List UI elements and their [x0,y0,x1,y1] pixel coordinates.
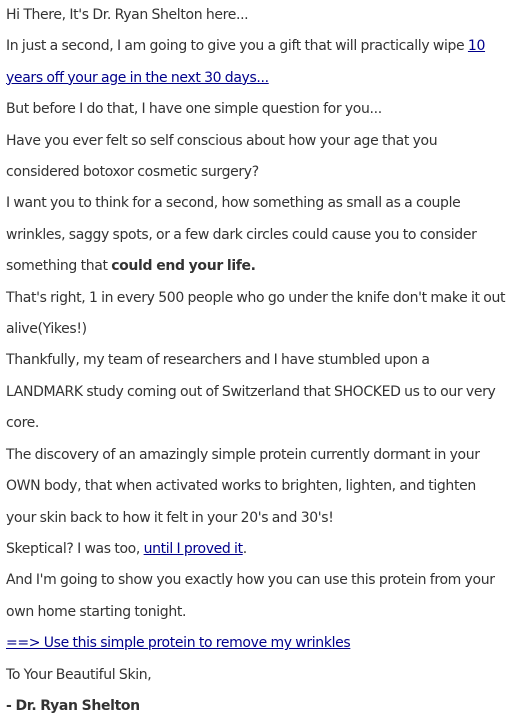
intro-paragraph [6,31,509,94]
greeting-line: Hi There, It's Dr. Ryan Shelton here... [6,7,249,23]
proved-it-link[interactable]: until I proved it [143,540,243,557]
skeptical-line [6,534,509,565]
stat-paragraph: That's right, 1 in every 500 people who go under the knife don't make it out alive(Yikes!) [6,289,506,338]
signature-name: - Dr. Ryan Shelton [6,697,140,714]
study-paragraph: Thankfully, my team of researchers and I have stumbled upon a LANDMARK study coming out of Switzerland that SHOCKED us to our very core. [6,352,496,432]
signoff-line: To Your Beautiful Skin, [6,666,152,683]
promise-paragraph: And I'm going to show you exactly how you can use this protein from your own home starting tonight. [6,572,495,620]
skeptical-text: Skeptical? I was too, [6,540,144,557]
age-offer-link[interactable]: 10 years off your age in the next 30 days... [6,38,486,86]
question-paragraph: Have you ever felt so self conscious about how your age that you considered botoxor cosmetic surgery? [6,132,438,181]
question-lead-line: But before I do that, I have one simple question for you... [6,101,382,118]
end-your-life-emphasis: could end your life. [111,258,256,275]
signature-line [6,691,509,722]
cta-line [6,628,509,659]
think-text: I want you to think for a second, how something as small as a couple wrinkles, saggy spots, or a few dark circles could cause you to consider something that [6,195,477,275]
intro-text: In just a second, I am going to give you a gift that will practically wipe [6,38,468,55]
think-paragraph [6,188,509,282]
remove-wrinkles-link[interactable]: ==> Use this simple protein to remove my wrinkles [6,635,351,652]
email-body [6,0,509,722]
discovery-paragraph: The discovery of an amazingly simple protein currently dormant in your OWN body, that when activated works to brighten, lighten, and tighten your skin back to how it felt in your 20's and 30's! [6,446,480,526]
skeptical-period: . [242,540,247,557]
